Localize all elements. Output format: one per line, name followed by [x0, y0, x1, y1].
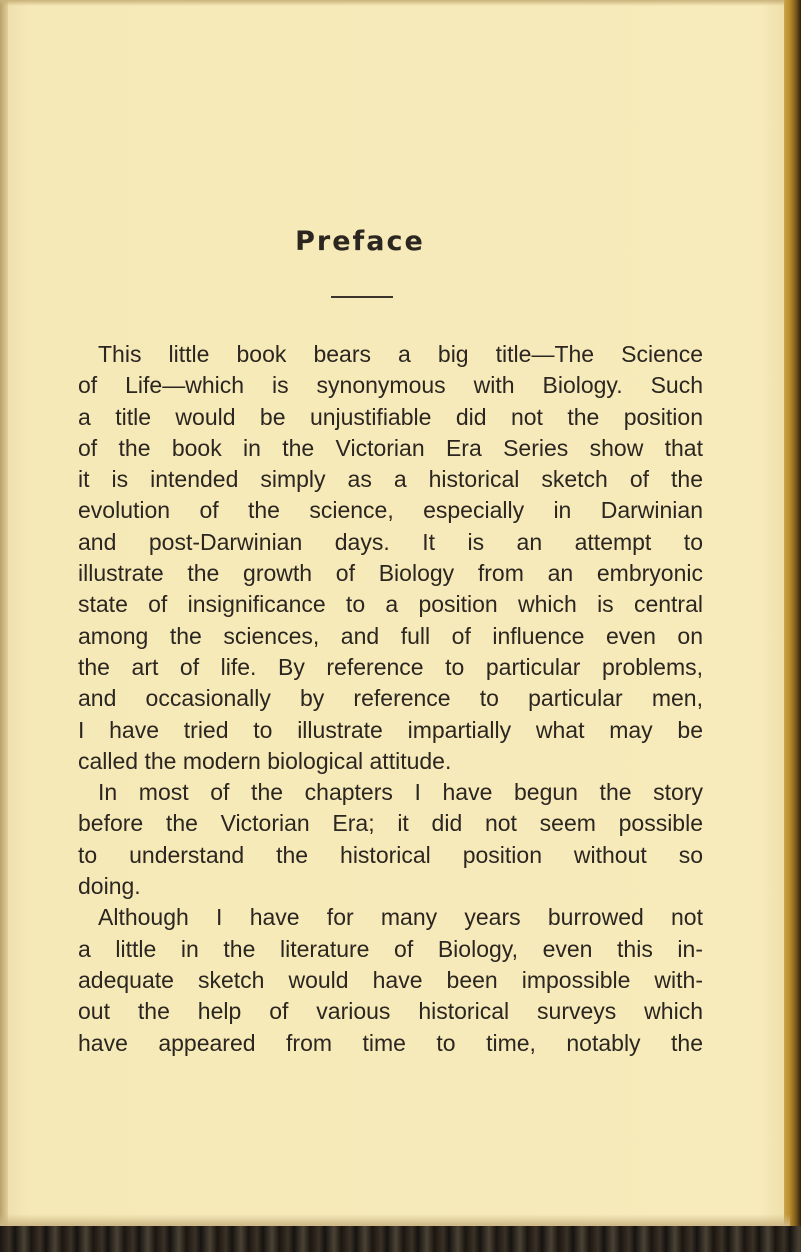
paragraph-3 [78, 902, 703, 1058]
text-line: Although I have for many years burrowed not [98, 904, 703, 931]
paragraph-2 [78, 777, 703, 902]
text-line: among the sciences, and full of influence even on [78, 622, 703, 649]
book-spine [784, 0, 801, 1252]
page-bottom-shadow [0, 1214, 790, 1226]
preface-text [78, 339, 703, 1059]
text-line: I have tried to illustrate impartially what may be [78, 716, 703, 743]
text-line: and post-Darwinian days. It is an attempt to [78, 528, 703, 555]
text-line: doing. [78, 873, 141, 900]
text-line: out the help of various historical surveys which [78, 998, 703, 1025]
text-line: and occasionally by reference to particular men, [78, 685, 703, 712]
text-line: This little book bears a big title—The Science [98, 341, 703, 367]
text-line: evolution of the science, especially in Darwinian [78, 497, 703, 524]
page-top-edge [0, 0, 801, 6]
text-line: a little in the literature of Biology, even this in- [78, 935, 703, 962]
text-line: before the Victorian Era; it did not seem possible [78, 810, 703, 837]
text-line: the art of life. By reference to particular problems, [78, 653, 703, 680]
text-line: a title would be unjustifiable did not the position [78, 403, 703, 430]
text-line: of the book in the Victorian Era Series show that [78, 434, 703, 461]
text-line: it is intended simply as a historical sketch of the [78, 466, 703, 493]
page-left-edge [0, 0, 8, 1252]
page-title: Preface [295, 226, 425, 257]
text-line: have appeared from time to time, notably the [78, 1029, 703, 1056]
text-line: adequate sketch would have been impossible with- [78, 966, 703, 993]
paragraph-1 [78, 339, 703, 777]
text-line: state of insignificance to a position which is central [78, 591, 703, 618]
text-line: illustrate the growth of Biology from an embryonic [78, 560, 703, 587]
title-rule [331, 296, 393, 298]
book-bottom-edge [0, 1226, 801, 1252]
text-line: called the modern biological attitude. [78, 747, 452, 774]
text-line: In most of the chapters I have begun the story [98, 779, 703, 806]
text-line: of Life—which is synonymous with Biology. Such [78, 372, 703, 399]
text-line: to understand the historical position without so [78, 841, 703, 868]
